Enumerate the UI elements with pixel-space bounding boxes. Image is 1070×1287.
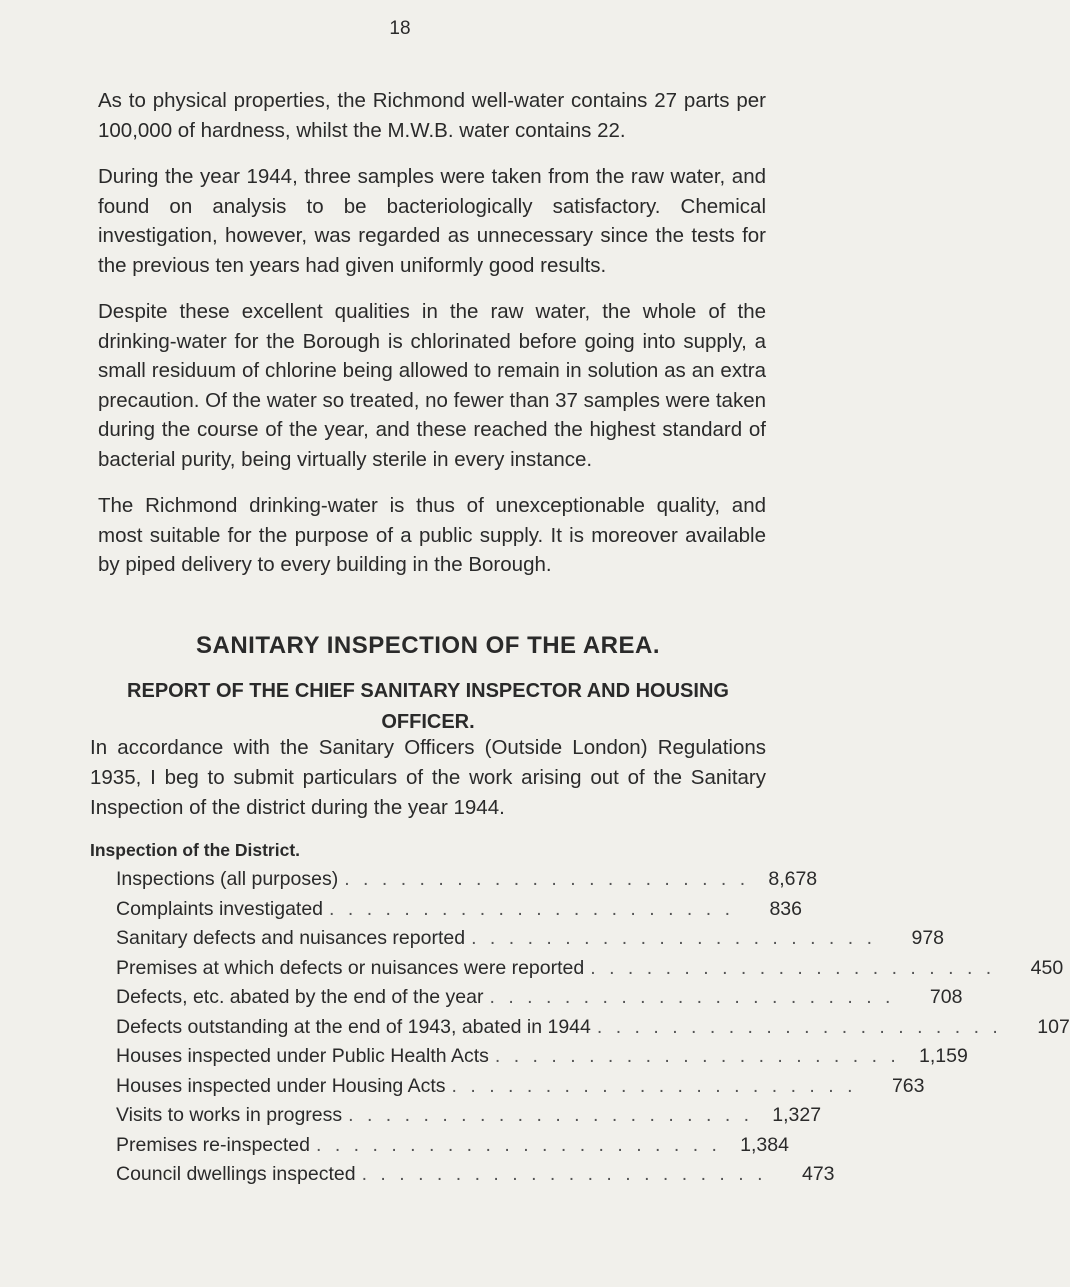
stat-label: Defects outstanding at the end of 1943, abated in 1944 (116, 1015, 591, 1038)
stat-label: Defects, etc. abated by the end of the year (116, 986, 484, 1008)
stat-row (116, 927, 945, 957)
stat-value: 450 (1030, 956, 1064, 979)
leader-dots: . . . . . . . . . . . . . . . . . . . . . . (471, 927, 877, 949)
leader-dots: . . . . . . . . . . . . . . . . . . . . . . (596, 1015, 1002, 1038)
inspection-stats-table (116, 868, 1070, 1193)
paragraph-samples: During the year 1944, three samples were taken from the raw water, and found on analysis to be bacteriologically satisfactory. Chemical investigation, however, was regarded as unnecessary since the tests for the previous ten years had given uniformly good results. (98, 165, 766, 277)
stat-label: Council dwellings inspected (116, 1163, 356, 1185)
stat-value: 473 (801, 1163, 835, 1185)
stat-row (116, 1045, 968, 1075)
leader-dots: . . . . . . . . . . . . . . . . . . . . . . (489, 986, 895, 1008)
stat-label: Premises re-inspected (116, 1133, 310, 1156)
page-number: 18 (389, 18, 411, 39)
leader-dots: . . . . . . . . . . . . . . . . . . . . . . (329, 897, 734, 920)
stat-value: 978 (911, 927, 945, 949)
stat-label: Complaints investigated (116, 897, 324, 920)
stat-row (116, 986, 963, 1016)
stat-row (116, 956, 1064, 987)
stat-value: 836 (769, 897, 802, 920)
stat-value: 107 (1037, 1015, 1070, 1038)
stat-label: Inspections (all purposes) (116, 868, 339, 890)
stat-row (116, 1015, 1070, 1046)
stat-row (116, 1163, 835, 1193)
stat-value: 708 (929, 986, 963, 1008)
stat-row (116, 1074, 925, 1105)
leader-dots: . . . . . . . . . . . . . . . . . . . . . . (361, 1163, 767, 1185)
stat-value: 8,678 (768, 868, 818, 890)
paragraph-quality: The Richmond drinking-water is thus of unexceptionable quality, and most suitable for the purpose of a public supply. It is moreover available by piped delivery to every building in the Borough. (98, 494, 766, 576)
stat-value: 1,327 (772, 1104, 822, 1126)
section-title: SANITARY INSPECTION OF THE AREA. (195, 632, 661, 659)
stat-label: Visits to works in progress (116, 1104, 343, 1126)
body-text (90, 86, 766, 597)
leader-dots: . . . . . . . . . . . . . . . . . . . . . . (348, 1104, 754, 1126)
leader-dots: . . . . . . . . . . . . . . . . . . . . . . (451, 1074, 857, 1097)
stat-label: Sanitary defects and nuisances reported (116, 927, 466, 949)
paragraph-hardness: As to physical properties, the Richmond well-water contains 27 parts per 100,000 of hardness, whilst the M.W.B. water contains 22. (98, 89, 766, 142)
stat-value: 763 (891, 1074, 925, 1097)
intro-paragraph: In accordance with the Sanitary Officers (Outside London) Regulations 1935, I beg to submit particulars of the work arising out of the Sanitary Inspection of the district during the year 1944. (90, 736, 766, 819)
leader-dots: . . . . . . . . . . . . . . . . . . . . . . (590, 956, 996, 979)
stat-label: Houses inspected under Public Health Acts (116, 1045, 489, 1067)
leader-dots: . . . . . . . . . . . . . . . . . . . . . . (316, 1133, 721, 1156)
stat-label: Premises at which defects or nuisances were reported (116, 956, 585, 979)
stat-row (116, 868, 818, 898)
stat-row (116, 897, 802, 928)
subsection-heading: Inspection of the District. (90, 840, 301, 860)
leader-dots: . . . . . . . . . . . . . . . . . . . . . . (494, 1045, 900, 1067)
stat-value: 1,384 (740, 1133, 789, 1156)
report-title: REPORT OF THE CHIEF SANITARY INSPECTOR AND HOUSING OFFICER. (127, 680, 729, 733)
stat-row (116, 1133, 789, 1164)
stat-value: 1,159 (919, 1045, 968, 1067)
paragraph-chlorination: Despite these excellent qualities in the raw water, the whole of the drinking-water for the Borough is chlorinated before going into supply, a small residuum of chlorine being allowed to remain in solution as an extra precaution. Of the water so treated, no fewer than 37 samples were taken during the course of the year, and these reached the highest standard of bacterial purity, being virtually sterile in every instance. (98, 300, 766, 471)
stat-label: Houses inspected under Housing Acts (116, 1074, 446, 1097)
leader-dots: . . . . . . . . . . . . . . . . . . . . . . (344, 868, 750, 890)
stat-row (116, 1104, 822, 1134)
